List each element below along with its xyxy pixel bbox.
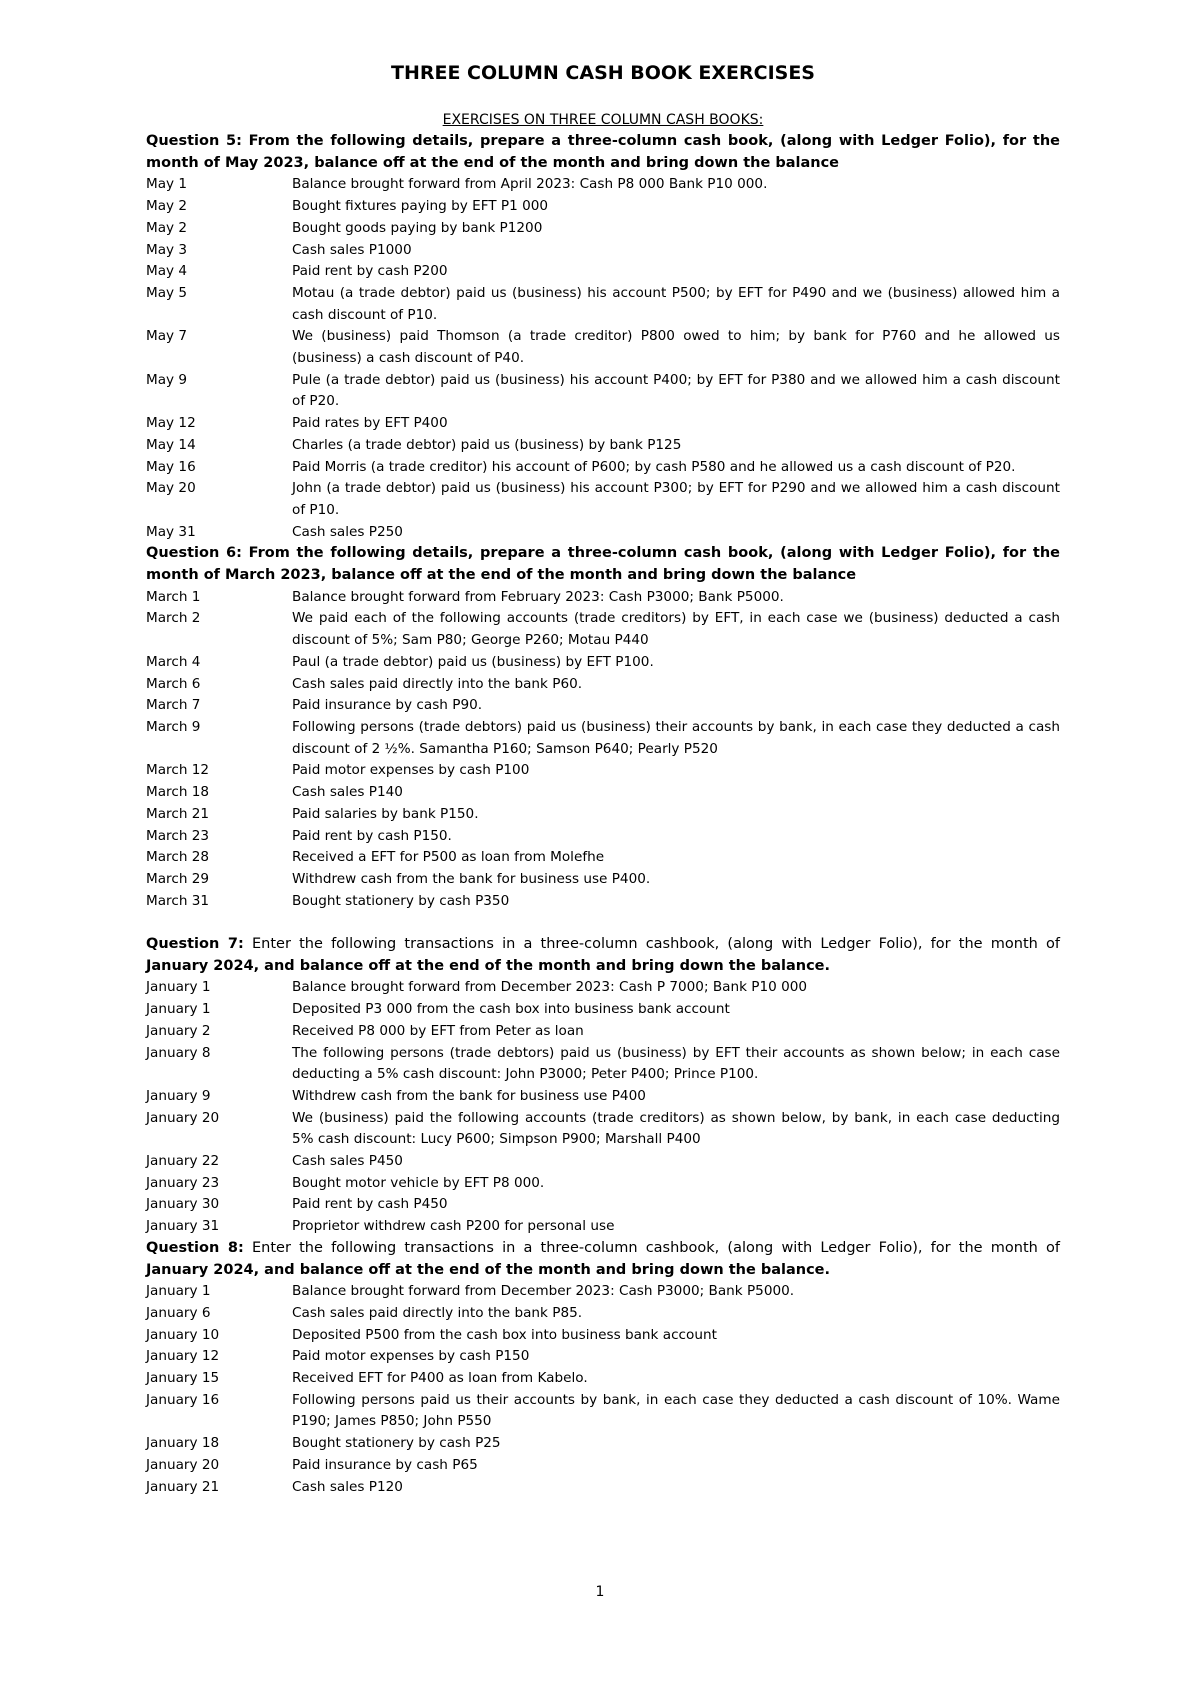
transaction-row — [146, 977, 1060, 999]
transaction-date: March 9 — [146, 718, 201, 735]
transaction-date: January 18 — [146, 1435, 220, 1452]
question-text — [146, 1240, 1060, 1278]
question-text: From the following details, prepare a three-column cash book, (along with Ledger Folio), for the month of May 2023, balance off at the end of the month and bring down the balance — [146, 133, 1060, 171]
transaction-description: Bought motor vehicle by EFT P8 000. — [292, 1174, 545, 1191]
question-text-part2: January 2024, and balance off at the end of the month and bring down the balance. — [146, 1261, 831, 1278]
transaction-description: Paid rent by cash P200 — [292, 263, 448, 280]
transaction-date: March 2 — [146, 610, 201, 627]
transaction-description: Bought fixtures paying by EFT P1 000 — [292, 198, 549, 215]
transaction-date: January 22 — [146, 1153, 220, 1170]
transaction-row — [146, 1477, 1060, 1499]
question-6-heading — [146, 543, 1060, 586]
transaction-date: January 1 — [146, 1283, 211, 1300]
transaction-row — [146, 1086, 1060, 1108]
question-text-part1: Enter the following transactions in a three-column cashbook, (along with Ledger Folio), for the month of — [243, 1239, 1060, 1256]
page-title: THREE COLUMN CASH BOOK EXERCISES — [390, 62, 815, 84]
transaction-row — [146, 522, 1060, 544]
transaction-date: January 23 — [146, 1174, 220, 1191]
transaction-row — [146, 652, 1060, 674]
question-8-entries — [146, 1281, 1060, 1498]
transaction-date: January 1 — [146, 1001, 211, 1018]
page-number: 1 — [595, 1584, 605, 1600]
transaction-date: March 12 — [146, 762, 210, 779]
transaction-description: Deposited P500 from the cash box into business bank account — [292, 1326, 717, 1343]
transaction-date: May 16 — [146, 458, 196, 475]
transaction-row — [146, 1325, 1060, 1347]
transaction-description: Paid motor expenses by cash P100 — [292, 762, 530, 779]
transaction-description: Charles (a trade debtor) paid us (business) by bank P125 — [292, 436, 682, 453]
transaction-date: May 4 — [146, 263, 188, 280]
transaction-row — [146, 1108, 1060, 1151]
transaction-description: Cash sales P250 — [292, 523, 403, 540]
transaction-description: Paid insurance by cash P65 — [292, 1456, 478, 1473]
section-subtitle: EXERCISES ON THREE COLUMN CASH BOOKS: — [442, 112, 764, 128]
question-7-heading — [146, 934, 1060, 977]
transaction-description: We (business) paid the following accounts (trade creditors) as shown below, by bank, in each case deducting 5% cash discount: Lucy P600; Simpson P900; Marshall P400 — [292, 1109, 1060, 1148]
transaction-row — [146, 1346, 1060, 1368]
transaction-description: Paid rent by cash P450 — [292, 1196, 448, 1213]
transaction-date: March 6 — [146, 675, 201, 692]
transaction-row — [146, 869, 1060, 891]
transaction-date: May 20 — [146, 480, 196, 497]
transaction-description: Bought stationery by cash P25 — [292, 1435, 501, 1452]
transaction-description: Paid salaries by bank P150. — [292, 805, 479, 822]
transaction-date: May 7 — [146, 328, 188, 345]
transaction-row — [146, 283, 1060, 326]
transaction-date: May 31 — [146, 523, 196, 540]
transaction-description: Paid rates by EFT P400 — [292, 415, 448, 432]
transaction-row — [146, 587, 1060, 609]
transaction-description: Deposited P3 000 from the cash box into business bank account — [292, 1001, 730, 1018]
transaction-description: Paid Morris (a trade creditor) his account of P600; by cash P580 and he allowed us a cash discount of P20. — [292, 458, 1016, 475]
question-5-heading — [146, 131, 1060, 174]
transaction-row — [146, 760, 1060, 782]
transaction-row — [146, 1151, 1060, 1173]
transaction-row — [146, 1455, 1060, 1477]
transaction-date: January 9 — [146, 1087, 211, 1104]
transaction-row — [146, 196, 1060, 218]
transaction-date: January 30 — [146, 1196, 220, 1213]
transaction-description: Pule (a trade debtor) paid us (business) his account P400; by EFT for P380 and we allowed him a cash discount of P20. — [292, 371, 1060, 410]
transaction-row — [146, 370, 1060, 413]
transaction-date: January 6 — [146, 1304, 211, 1321]
question-label: Question 7: — [146, 936, 244, 952]
transaction-description: Balance brought forward from December 2023: Cash P3000; Bank P5000. — [292, 1283, 795, 1300]
transaction-row — [146, 240, 1060, 262]
transaction-description: Balance brought forward from February 2023: Cash P3000; Bank P5000. — [292, 588, 784, 605]
transaction-description: Cash sales paid directly into the bank P60. — [292, 675, 583, 692]
transaction-description: Following persons paid us their accounts by bank, in each case they deducted a cash discount of 10%. Wame P190; James P850; John P550 — [292, 1391, 1060, 1430]
transaction-description: Paid insurance by cash P90. — [292, 697, 483, 714]
transaction-row — [146, 847, 1060, 869]
question-label: Question 8: — [146, 1239, 244, 1256]
transaction-description: Motau (a trade debtor) paid us (business) his account P500; by EFT for P490 and we (business) allowed him a cash discount of P10. — [292, 284, 1060, 323]
transaction-date: May 14 — [146, 436, 196, 453]
question-text-part2: January 2024, and balance off at the end of the month and bring down the balance. — [146, 957, 831, 974]
transaction-description: Cash sales P1000 — [292, 241, 412, 258]
transaction-date: March 1 — [146, 588, 201, 605]
transaction-row — [146, 457, 1060, 479]
transaction-description: Paul (a trade debtor) paid us (business) by EFT P100. — [292, 653, 654, 670]
transaction-date: January 16 — [146, 1391, 220, 1408]
transaction-date: May 2 — [146, 198, 188, 215]
transaction-row — [146, 1433, 1060, 1455]
transaction-date: January 10 — [146, 1326, 220, 1343]
transaction-description: Paid rent by cash P150. — [292, 827, 452, 844]
transaction-date: March 31 — [146, 892, 210, 909]
transaction-date: January 21 — [146, 1478, 220, 1495]
question-label: Question 6: — [146, 545, 242, 562]
transaction-row — [146, 999, 1060, 1021]
transaction-description: Cash sales P120 — [292, 1478, 403, 1495]
question-text-part1: Enter the following transactions in a three-column cashbook, (along with Ledger Folio), for the month of — [243, 936, 1060, 952]
question-7-entries — [146, 977, 1060, 1237]
transaction-date: May 2 — [146, 219, 188, 236]
transaction-date: January 31 — [146, 1218, 220, 1235]
transaction-row — [146, 695, 1060, 717]
transaction-date: May 3 — [146, 241, 188, 258]
transaction-row — [146, 826, 1060, 848]
question-6-entries — [146, 587, 1060, 913]
question-text — [146, 936, 1060, 974]
transaction-row — [146, 1043, 1060, 1086]
transaction-row — [146, 1390, 1060, 1433]
transaction-description: Cash sales P450 — [292, 1153, 403, 1170]
transaction-row — [146, 674, 1060, 696]
transaction-date: January 1 — [146, 979, 211, 996]
transaction-date: May 1 — [146, 176, 188, 193]
transaction-date: January 15 — [146, 1370, 220, 1387]
transaction-date: March 23 — [146, 827, 210, 844]
transaction-date: January 20 — [146, 1456, 220, 1473]
transaction-description: We (business) paid Thomson (a trade creditor) P800 owed to him; by bank for P760 and he allowed us (business) a cash discount of P40. — [292, 328, 1060, 367]
transaction-date: March 29 — [146, 870, 210, 887]
transaction-description: Following persons (trade debtors) paid us (business) their accounts by bank, in each case they deducted a cash discount of 2 ½%. Samantha P160; Samson P640; Pearly P520 — [292, 718, 1060, 757]
transaction-description: Paid motor expenses by cash P150 — [292, 1348, 530, 1365]
transaction-date: March 7 — [146, 697, 201, 714]
transaction-description: Balance brought forward from April 2023: Cash P8 000 Bank P10 000. — [292, 176, 768, 193]
page-content — [146, 58, 1060, 1498]
transaction-row — [146, 804, 1060, 826]
transaction-description: The following persons (trade debtors) paid us (business) by EFT their accounts as shown below; in each case deducting a 5% cash discount: John P3000; Peter P400; Prince P100. — [292, 1044, 1060, 1083]
transaction-description: Received a EFT for P500 as loan from Molefhe — [292, 849, 605, 866]
transaction-description: Withdrew cash from the bank for business use P400 — [292, 1087, 646, 1104]
transaction-row — [146, 891, 1060, 913]
transaction-date: January 20 — [146, 1109, 220, 1126]
question-text: From the following details, prepare a three-column cash book, (along with Ledger Folio), for the month of March 2023, balance off at the end of the month and bring down the balance — [146, 545, 1060, 584]
transaction-row — [146, 413, 1060, 435]
transaction-date: March 28 — [146, 849, 210, 866]
transaction-row — [146, 1368, 1060, 1390]
transaction-row — [146, 782, 1060, 804]
transaction-row — [146, 1173, 1060, 1195]
transaction-description: Received P8 000 by EFT from Peter as loan — [292, 1022, 584, 1039]
transaction-row — [146, 174, 1060, 196]
transaction-row — [146, 218, 1060, 240]
transaction-row — [146, 1281, 1060, 1303]
transaction-description: Received EFT for P400 as loan from Kabelo. — [292, 1370, 588, 1387]
transaction-date: March 21 — [146, 805, 210, 822]
transaction-row — [146, 1194, 1060, 1216]
transaction-date: May 9 — [146, 371, 188, 388]
transaction-description: Bought stationery by cash P350 — [292, 892, 510, 909]
transaction-description: Balance brought forward from December 2023: Cash P 7000; Bank P10 000 — [292, 979, 808, 996]
transaction-description: Cash sales paid directly into the bank P85. — [292, 1304, 583, 1321]
transaction-description: Cash sales P140 — [292, 784, 403, 801]
transaction-date: May 5 — [146, 284, 188, 301]
transaction-date: January 12 — [146, 1348, 220, 1365]
transaction-date: January 8 — [146, 1044, 211, 1061]
question-8-heading — [146, 1238, 1060, 1281]
transaction-description: Bought goods paying by bank P1200 — [292, 219, 543, 236]
question-5-entries — [146, 174, 1060, 543]
transaction-row — [146, 1216, 1060, 1238]
transaction-description: Proprietor withdrew cash P200 for personal use — [292, 1218, 615, 1235]
spacer — [146, 912, 1060, 934]
transaction-row — [146, 717, 1060, 760]
transaction-date: March 4 — [146, 653, 201, 670]
transaction-row — [146, 478, 1060, 521]
transaction-row — [146, 326, 1060, 369]
transaction-date: March 18 — [146, 784, 210, 801]
transaction-row — [146, 608, 1060, 651]
transaction-date: January 2 — [146, 1022, 211, 1039]
transaction-row — [146, 1021, 1060, 1043]
transaction-row — [146, 435, 1060, 457]
question-label: Question 5: — [146, 133, 242, 149]
transaction-description: We paid each of the following accounts (trade creditors) by EFT, in each case we (business) deducted a cash discount of 5%; Sam P80; George P260; Motau P440 — [292, 610, 1060, 649]
transaction-row — [146, 1303, 1060, 1325]
transaction-description: Withdrew cash from the bank for business use P400. — [292, 870, 651, 887]
transaction-date: May 12 — [146, 415, 196, 432]
transaction-description: John (a trade debtor) paid us (business) his account P300; by EFT for P290 and we allowed him a cash discount of P10. — [292, 480, 1060, 518]
transaction-row — [146, 261, 1060, 283]
